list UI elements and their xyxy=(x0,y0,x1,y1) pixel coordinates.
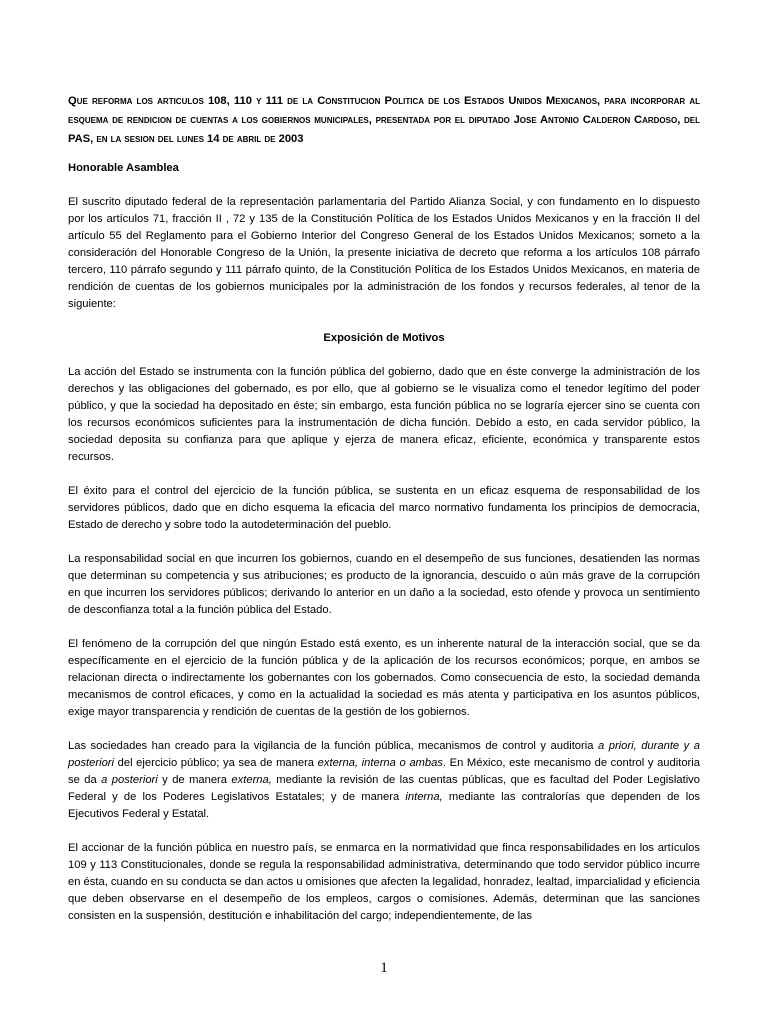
emphasis-text: a posteriori xyxy=(101,774,158,786)
text-run: . En México, este mecanismo de control y auditoria se da xyxy=(68,757,700,786)
page-number: 1 xyxy=(380,960,388,976)
text-run: y de manera xyxy=(157,774,232,786)
section-heading: Exposición de Motivos xyxy=(323,332,445,344)
body-paragraph: La acción del Estado se instrumenta con la función pública del gobierno, dado que en éste converge la administración de los derechos y las obligaciones del gobernado, es por ello, que al gobierno se le visualiza como el tenedor legítimo del poder público, y que la sociedad ha depositado en éste; sin embargo, esta función pública no se lograría ejercer sino se cuenta con los recursos económicos suficientes para la instrumentación de dicha función. Debido a esto, en cada servidor público, la sociedad deposita su confianza para que aplique y ejerza de manera eficaz, eficiente, económica y transparente estos recursos. xyxy=(68,366,700,463)
emphasis-text: externa, interna o ambas xyxy=(317,757,443,769)
body-paragraph: El éxito para el control del ejercicio de la función pública, se sustenta en un eficaz esquema de responsabilidad de los servidores públicos, dado que en dicho esquema la eficacia del marco normativo fundamenta los principios de democracia, Estado de derecho y sobre todo la autodeterminación del pueblo. xyxy=(68,485,700,531)
text-run: del ejercicio público; ya sea de manera xyxy=(114,757,318,769)
emphasis-text: externa, xyxy=(231,774,272,786)
emphasis-text: interna, xyxy=(405,791,443,803)
document-body xyxy=(68,92,700,942)
control-mechanisms-paragraph xyxy=(68,738,700,823)
document-title: Que reforma los articulos 108, 110 y 111 de la Constitucion Politica de los Estados Unidos Mexicanos, para incorporar al esquema de rendicion de cuentas a los gobiernos municipales, presentada por el diputado Jose Antonio Calderon Cardoso, del PAS, en la sesion del lunes 14 de abril de 2003 xyxy=(68,95,700,145)
salutation: Honorable Asamblea xyxy=(68,162,179,174)
body-paragraph: La responsabilidad social en que incurren los gobiernos, cuando en el desempeño de sus funciones, desatienden las normas que determinan su competencia y sus atribuciones; es producto de la ignorancia, descuido o aún más grave de la corrupción en que incurren los servidores públicos; derivando lo anterior en un daño a la sociedad, esto ofende y provoca un sentimiento de desconfianza total a la función pública del Estado. xyxy=(68,553,700,616)
last-paragraph: El accionar de la función pública en nuestro país, se enmarca en la normatividad que finca responsabilidades en los artículos 109 y 113 Constitucionales, donde se regula la responsabilidad administrativa, determinando que todo servidor público incurre en ésta, cuando en su conducta se dan actos u omisiones que afecten la legalidad, honradez, lealtad, imparcialidad y eficiencia que deben observarse en el desempeño de los empleos, cargos o comisiones. Además, determinan que las sanciones consisten en la suspensión, destitución e inhabilitación del cargo; independientemente, de las xyxy=(68,842,700,922)
text-run: mediante la revisión de las cuentas públicas, que es facultad del Poder Legislativo Federal y de los Poderes Legislativos Estatales; y de manera xyxy=(68,774,700,803)
emphasis-text: a priori, durante y a posteriori xyxy=(68,740,700,769)
body-paragraph: El fenómeno de la corrupción del que ningún Estado está exento, es un inherente natural de la interacción social, que se da específicamente en el ejercicio de la función pública y de la aplicación de los recursos económicos; porque, en ambos se relacionan directa o indirectamente los gobernantes con los gobernados. Como consecuencia de esto, la sociedad demanda mecanismos de control eficaces, y como en la actualidad la sociedad es más atenta y participativa en los asuntos públicos, exige mayor transparencia y rendición de cuentas de la gestión de los gobiernos. xyxy=(68,638,700,718)
text-run: Las sociedades han creado para la vigilancia de la función pública, mecanismos de control y auditoria xyxy=(68,740,598,752)
intro-paragraph: El suscrito diputado federal de la representación parlamentaria del Partido Alianza Social, y con fundamento en lo dispuesto por los artículos 71, fracción II , 72 y 135 de la Constitución Política de los Estados Unidos Mexicanos y en la fracción II del artículo 55 del Reglamento para el Gobierno Interior del Congreso General de los Estados Unidos Mexicanos; someto a la consideración del Honorable Congreso de la Unión, la presente iniciativa de decreto que reforma a los artículos 108 párrafo tercero, 110 párrafo segundo y 111 párrafo quinto, de la Constitución Política de los Estados Unidos Mexicanos, en materia de rendición de cuentas de los gobiernos municipales por la administración de los fondos y recursos federales, al tenor de la siguiente: xyxy=(68,196,700,310)
text-run: mediante las contralorías que dependen de los Ejecutivos Federal y Estatal. xyxy=(68,791,701,820)
